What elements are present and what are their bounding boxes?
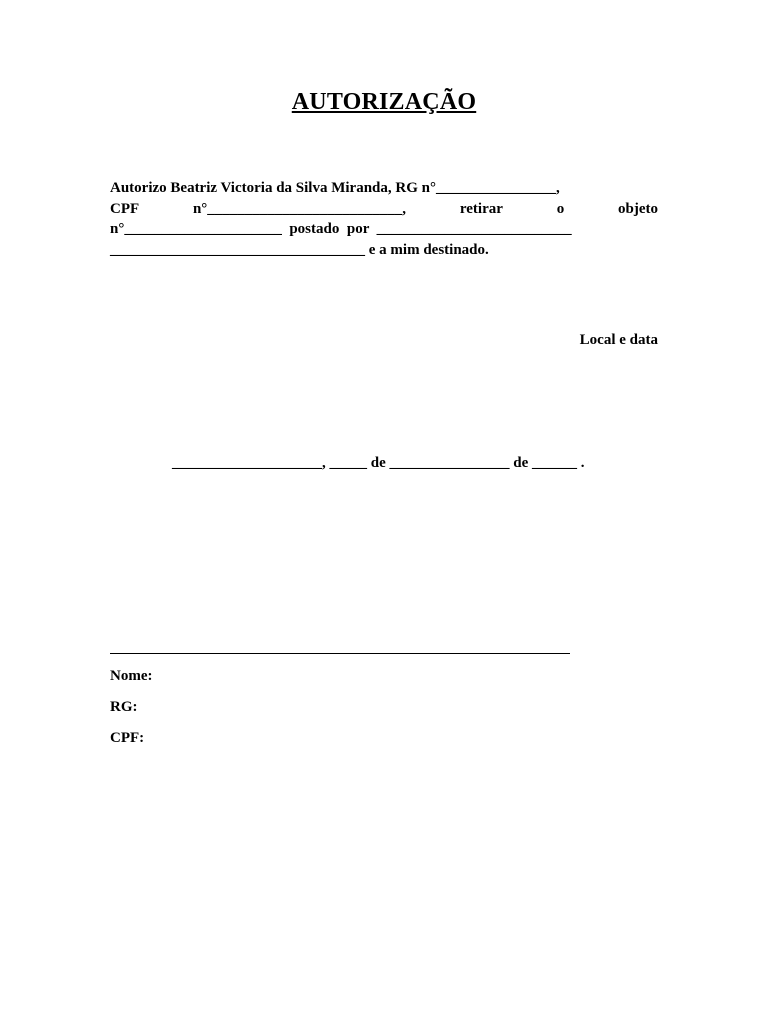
paragraph-line-1: Autorizo Beatriz Victoria da Silva Miranda, RG n°________________, [110,180,560,196]
rg-label: RG: [110,699,138,715]
signature-line [110,653,570,654]
cpf-label: CPF: [110,730,145,746]
word-objeto: objeto [617,201,658,217]
word-o: o [556,201,565,217]
word-retirar: retirar [459,201,503,217]
word-cpf-blank: n°__________________________, [192,201,407,217]
date-fill-line: ____________________, _____ de ________________ de ______ . [172,455,585,471]
paragraph-line-3: n°_____________________ postado por __________________________ [110,221,572,237]
nome-label: Nome: [110,668,153,684]
local-e-data-label: Local e data [579,332,658,348]
document-title: AUTORIZAÇÃO [291,89,477,115]
paragraph-line-2 [110,199,658,220]
word-cpf: CPF [110,201,140,217]
paragraph-line-4: __________________________________ e a mim destinado. [110,242,489,258]
